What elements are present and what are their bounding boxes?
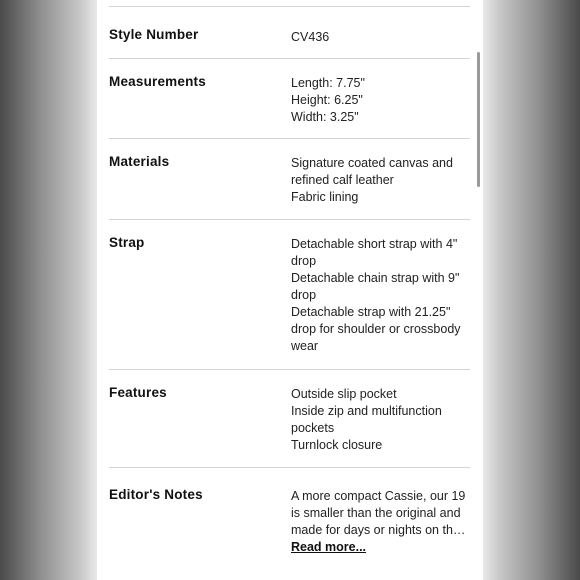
scrollbar-thumb[interactable] [477, 52, 480, 187]
spec-label: Strap [109, 235, 145, 250]
spec-value-line: Outside slip pocket [291, 387, 397, 401]
spec-value-line: Detachable short strap with 4" [291, 237, 458, 251]
spec-row-measurements [109, 58, 470, 139]
spec-value-line: is smaller than the original and [291, 506, 461, 520]
spec-label: Measurements [109, 74, 206, 89]
spec-value-line: wear [291, 339, 319, 353]
spec-row-features [109, 369, 470, 468]
spec-value-line: Length: 7.75" [291, 76, 365, 90]
spec-value [291, 236, 481, 355]
spec-value [291, 75, 481, 126]
spec-value-line: CV436 [291, 30, 330, 44]
spec-value [291, 386, 481, 454]
spec-value-line: pockets [291, 421, 335, 435]
spec-value-line: Detachable chain strap with 9" [291, 271, 460, 285]
product-details-panel [97, 0, 483, 580]
spec-value-line: Turnlock closure [291, 438, 383, 452]
spec-value-line: Width: 3.25" [291, 110, 359, 124]
spec-value-line: Detachable strap with 21.25" [291, 305, 451, 319]
spec-row-materials [109, 138, 470, 220]
spec-label: Editor's Notes [109, 487, 203, 502]
spec-value-line: A more compact Cassie, our 19 [291, 489, 466, 503]
spec-row-editors-notes [109, 467, 470, 580]
spec-value [291, 155, 481, 206]
spec-row-strap [109, 219, 470, 370]
spec-value-line: Signature coated canvas and [291, 156, 453, 170]
spec-label: Style Number [109, 27, 199, 42]
spec-value-line: Fabric lining [291, 190, 359, 204]
spec-label: Features [109, 385, 167, 400]
spec-value-line: Height: 6.25" [291, 93, 363, 107]
spec-value-line: drop [291, 288, 317, 302]
spec-value-line: drop for shoulder or crossbody [291, 322, 461, 336]
spec-value-line: Inside zip and multifunction [291, 404, 442, 418]
spec-value-line: drop [291, 254, 317, 268]
spec-value-line: refined calf leather [291, 173, 394, 187]
spec-value [291, 29, 481, 46]
spec-value-line: made for days or nights on th… [291, 523, 466, 537]
spec-value [291, 488, 481, 556]
read-more-link[interactable]: Read more... [291, 540, 367, 554]
spec-row-style-number [109, 6, 470, 59]
spec-label: Materials [109, 154, 170, 169]
